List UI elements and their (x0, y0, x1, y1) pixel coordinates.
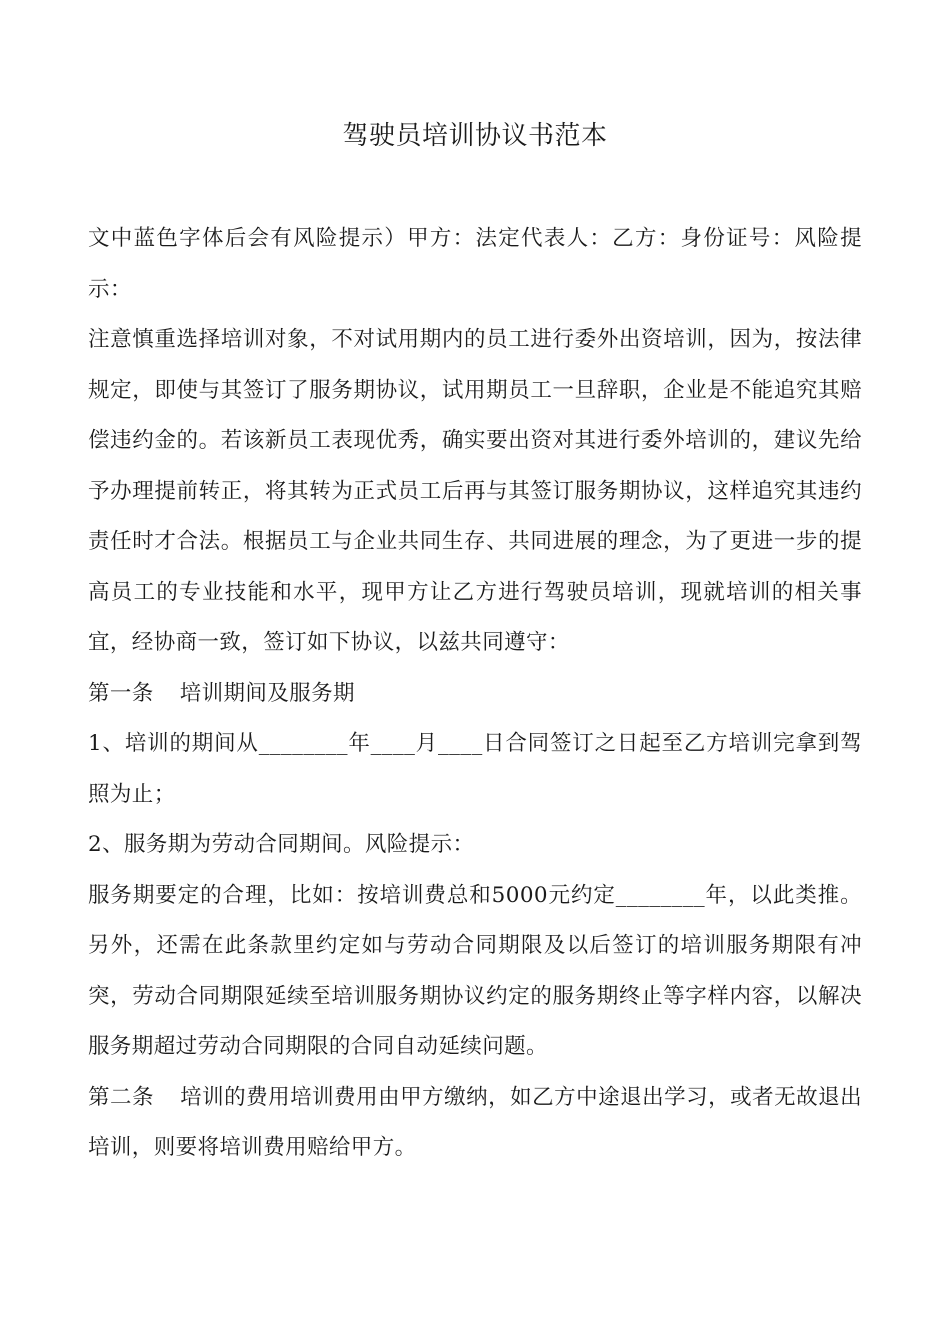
article-text: 培训的费用培训费用由甲方缴纳，如乙方中途退出学习，或者无故退出培训，则要将培训费用赔给甲方。 (88, 1084, 862, 1160)
paragraph-text: 服务期要定的合理，比如：按培训费总和5000元约定________年，以此类推。另外，还需在此条款里约定如与劳动合同期限及以后签订的培训服务期限有冲突，劳动合同期限延续至培训服务期协议约定的服务期终止等字样内容，以解决服务期超过劳动合同期限的合同自动延续问题。 (88, 882, 862, 1059)
article-number: 第一条 (88, 680, 154, 706)
paragraph-preamble (88, 214, 862, 315)
article-heading-1 (88, 669, 862, 720)
paragraph-risk-note-service (88, 871, 862, 1073)
document-title: 驾驶员培训协议书范本 (342, 121, 608, 151)
document-body (88, 214, 862, 1174)
article-title: 培训期间及服务期 (179, 680, 355, 706)
article-number: 第二条 (88, 1084, 154, 1110)
paragraph-text: 注意慎重选择培训对象，不对试用期内的员工进行委外出资培训，因为，按法律规定，即使与其签订了服务期协议，试用期员工一旦辞职，企业是不能追究其赔偿违约金的。若该新员工表现优秀，确实要出资对其进行委外培训的，建议先给予办理提前转正，将其转为正式员工后再与其签订服务期协议，这样追究其违约责任时才合法。根据员工与企业共同生存、共同进展的理念，为了更进一步的提高员工的专业技能和水平，现甲方让乙方进行驾驶员培训，现就培训的相关事宜，经协商一致，签订如下协议，以兹共同遵守： (88, 327, 862, 655)
clause-training-period (88, 719, 862, 820)
paragraph-text: 1、培训的期间从________年____月____日合同签订之日起至乙方培训完拿到驾照为止； (88, 731, 862, 807)
article-2 (88, 1073, 862, 1174)
paragraph-text: 2、服务期为劳动合同期间。风险提示： (88, 832, 475, 857)
paragraph-text: 文中蓝色字体后会有风险提示）甲方：法定代表人：乙方：身份证号：风险提示： (88, 226, 862, 302)
clause-service-period (88, 820, 862, 871)
paragraph-risk-note-trainee (88, 315, 862, 669)
